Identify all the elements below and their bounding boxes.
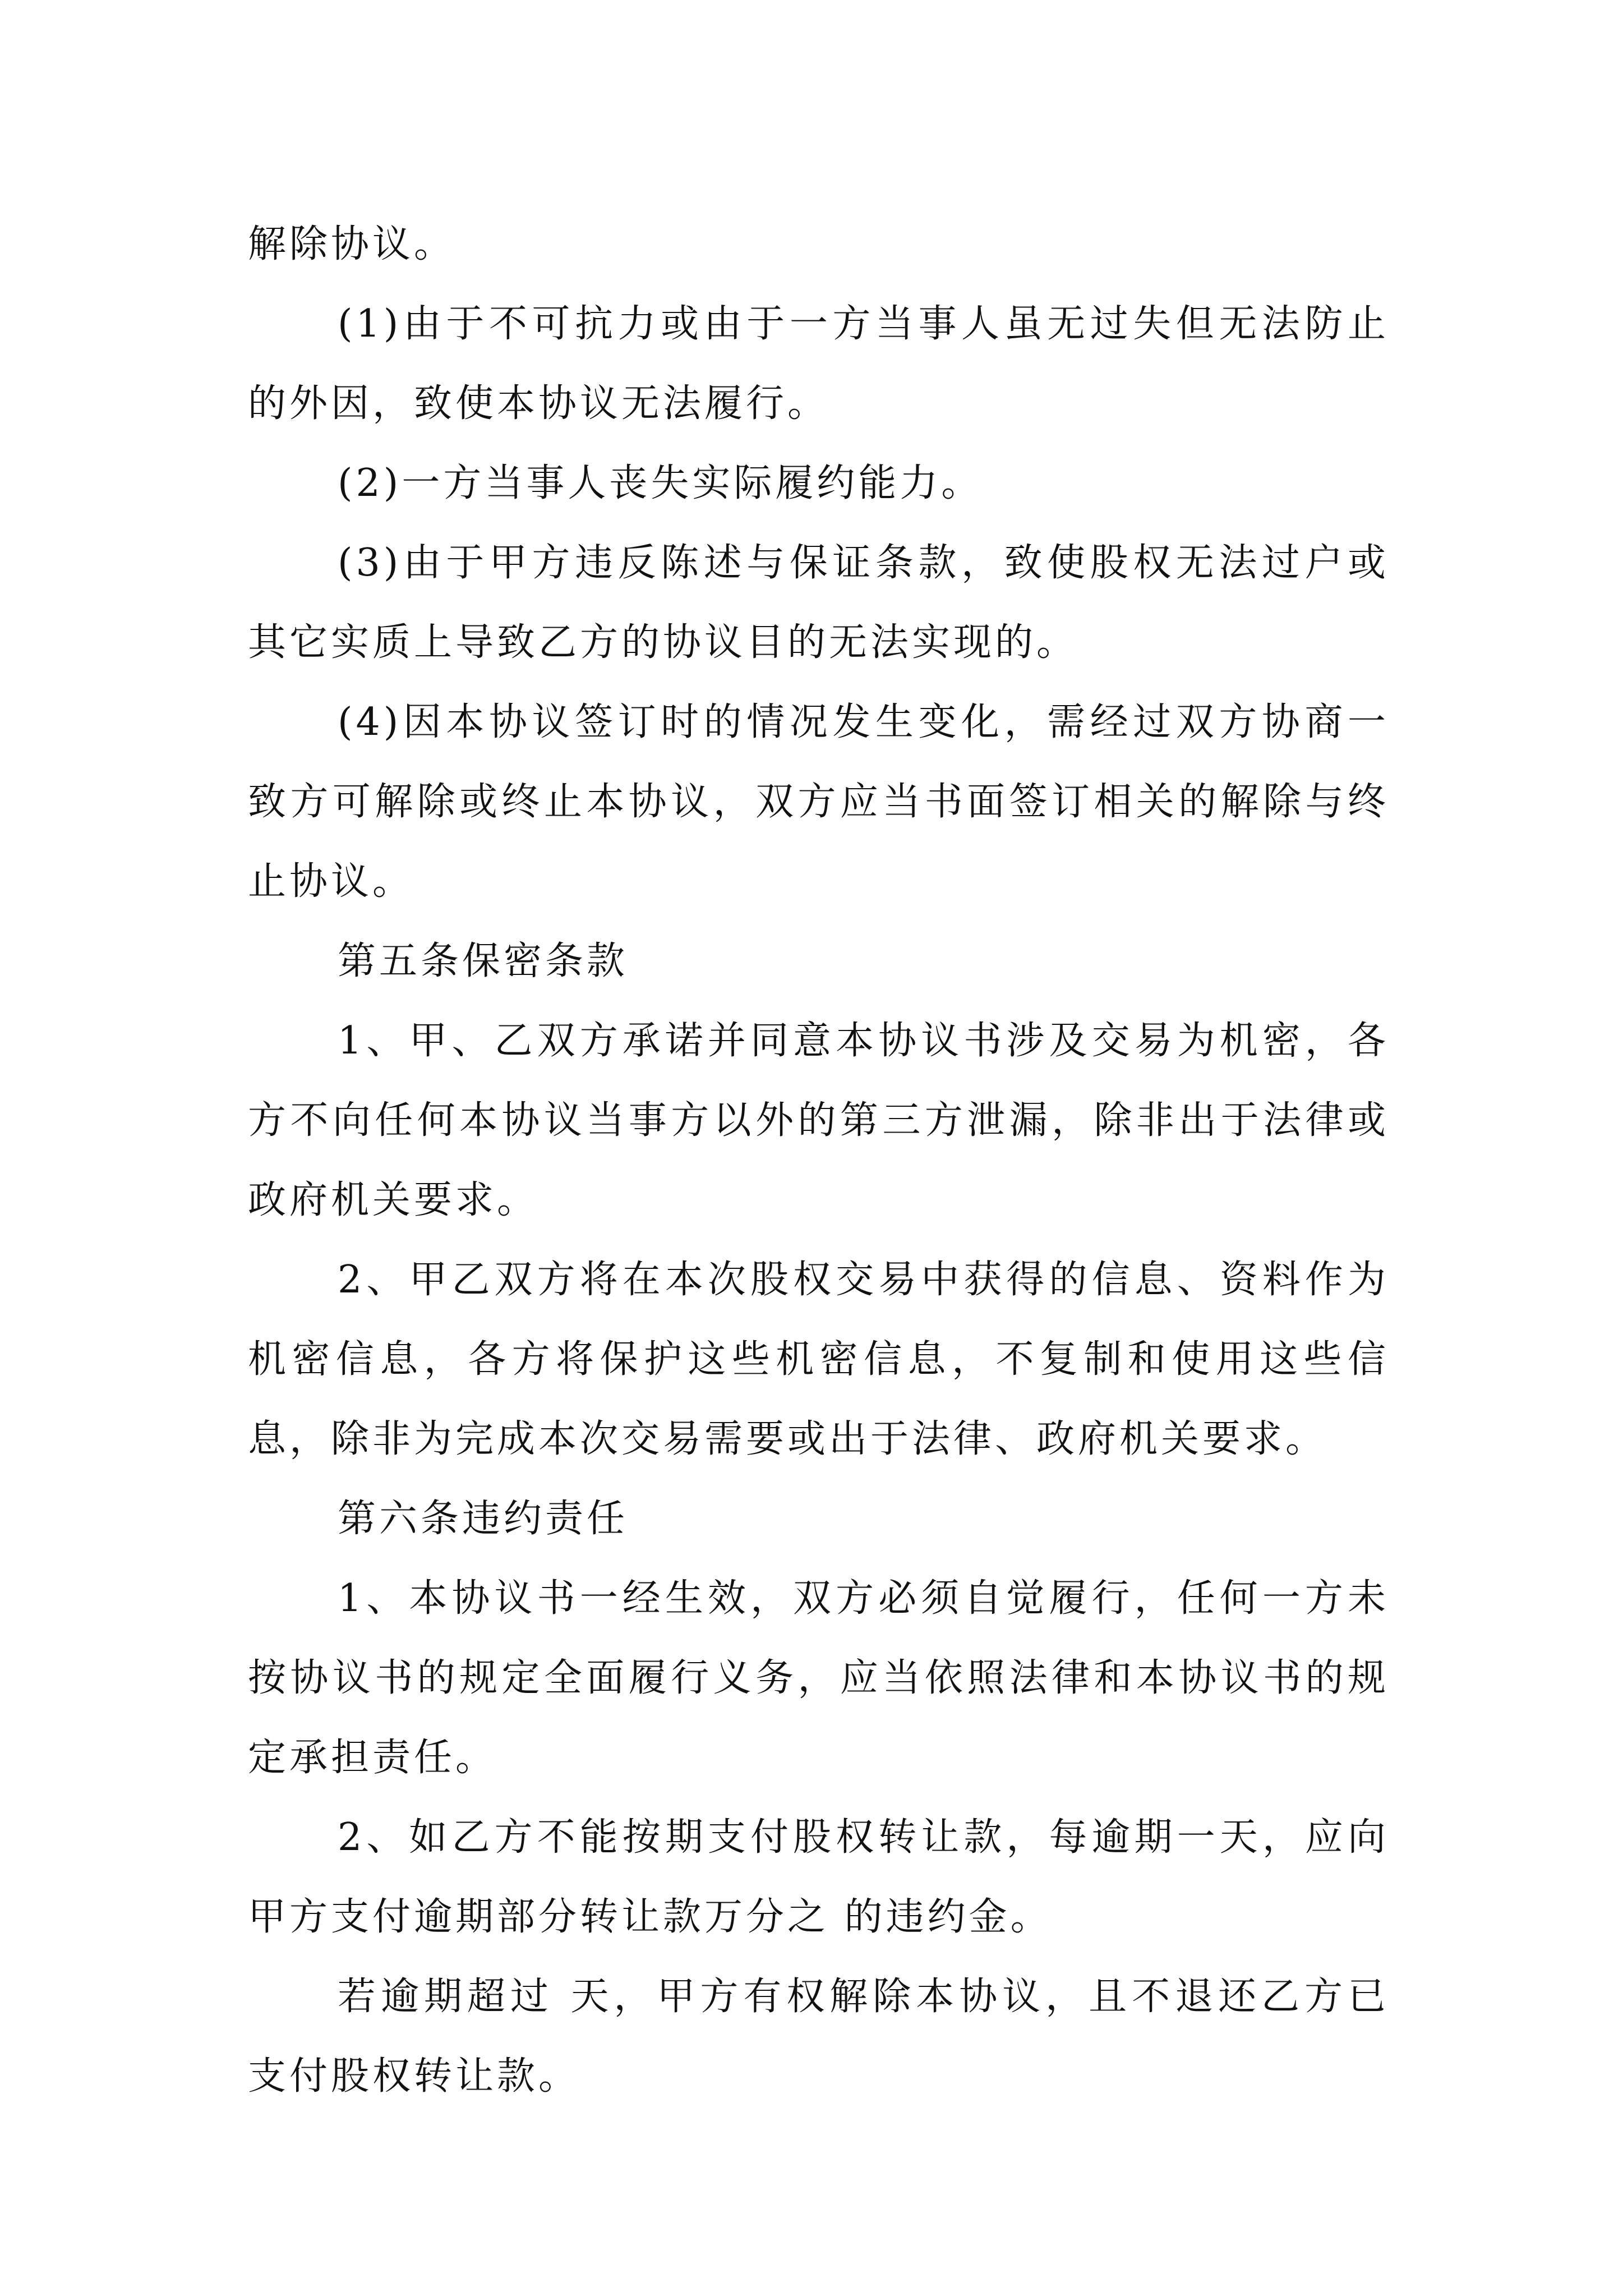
paragraph-change-of-circumstances: (4)因本协议签订时的情况发生变化，需经过双方协商一致方可解除或终止本协议，双方应当书面签订相关的解除与终止协议。 [248,700,1389,904]
paragraph-liability-1: 1、本协议书一经生效，双方必须自觉履行，任何一方未按协议书的规定全面履行义务，应当依照法律和本协议书的规定承担责任。 [248,1576,1389,1780]
heading-article-6-liability: 第六条违约责任 [338,1497,629,1541]
document-body [248,205,1389,2116]
paragraph-confidentiality-1: 1、甲、乙双方承诺并同意本协议书涉及交易为机密，各方不向任何本协议当事方以外的第三方泄漏，除非出于法律或政府机关要求。 [248,1019,1389,1222]
paragraph-breach-of-warranty: (3)由于甲方违反陈述与保证条款，致使股权无法过户或其它实质上导致乙方的协议目的无法实现的。 [248,541,1389,665]
paragraph-loss-of-capacity: (2)一方当事人丧失实际履约能力。 [338,461,983,505]
heading-article-5-confidentiality: 第五条保密条款 [338,939,629,983]
paragraph-liability-2: 2、如乙方不能按期支付股权转让款，每逾期一天，应向甲方支付逾期部分转让款万分之 的违约金。 [248,1815,1389,1939]
paragraph-confidentiality-2: 2、甲乙双方将在本次股权交易中获得的信息、资料作为机密信息，各方将保护这些机密信息，不复制和使用这些信息，除非为完成本次交易需要或出于法律、政府机关要求。 [248,1258,1389,1461]
paragraph-late-payment-termination: 若逾期超过 天，甲方有权解除本协议，且不退还乙方已支付股权转让款。 [248,1975,1389,2099]
paragraph-force-majeure: (1)由于不可抗力或由于一方当事人虽无过失但无法防止的外因，致使本协议无法履行。 [248,302,1389,426]
paragraph-termination-intro: 解除协议。 [248,222,456,266]
